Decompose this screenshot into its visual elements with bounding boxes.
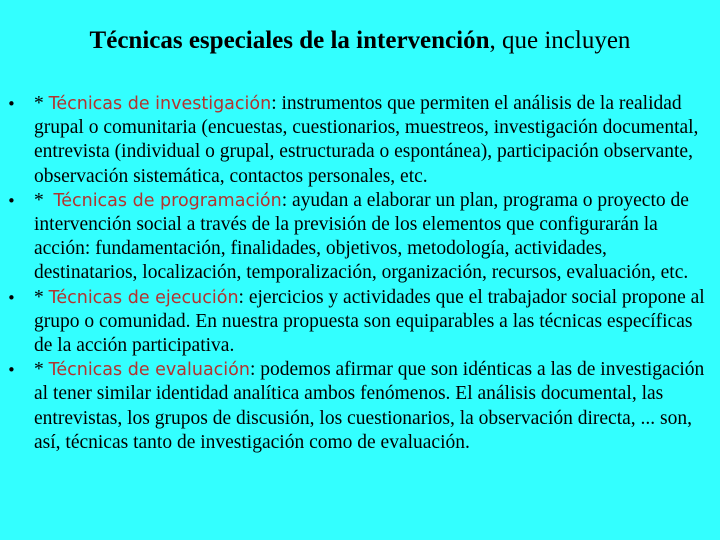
bullet-dot-icon: • (7, 95, 16, 113)
slide-title-rest: , que incluyen (489, 27, 631, 54)
bullet-item-programacion (0, 189, 720, 286)
bullet-dot-icon: • (7, 191, 16, 210)
bullet-item-evaluacion (0, 358, 720, 455)
bullet-prefix: * (34, 189, 54, 211)
bullet-list (0, 92, 720, 455)
bullet-term: Técnicas de programación (53, 190, 282, 211)
bullet-item-ejecucion (0, 286, 720, 359)
bullet-text: : ayudan a elaborar un plan, programa o proyecto de intervención social a través de la previsión de los elementos que configurarán la acción: fundamentación, finalidades, objetivos, metodología, actividades, destinatarios, localización, temporalización, organización, recursos, evaluación, etc. (34, 189, 689, 284)
bullet-text: : instrumentos que permiten el análisis de la realidad grupal o comunitaria (encuestas, cuestionarios, muestreos, investigación documental, entrevista (individual o grupal, estructurada o espontánea), participación observante, observación sistemática, contactos personales, etc. (34, 93, 699, 187)
bullet-text: : ejercicios y actividades que el trabajador social propone al grupo o comunidad. En nuestra propuesta son equiparables a las técnicas específicas de la acción participativa. (34, 286, 705, 357)
bullet-dot-icon: • (7, 361, 16, 380)
slide-title (0, 24, 720, 58)
bullet-prefix: * (34, 93, 49, 114)
bullet-text: : podemos afirmar que son idénticas a las de investigación al tener similar identidad analítica ambos fenómenos. El análisis documental, las entrevistas, los grupos de discusión, los cuestionarios, la observación directa, ... son, así, técnicas tanto de investigación como de evaluación. (34, 359, 705, 453)
slide-title-bold: Técnicas especiales de la intervención (89, 27, 490, 54)
bullet-term: Técnicas de investigación (48, 94, 272, 114)
bullet-item-investigacion (0, 92, 720, 189)
bullet-prefix: * (34, 359, 49, 381)
bullet-dot-icon: • (7, 288, 16, 307)
bullet-prefix: * (34, 286, 49, 308)
bullet-term: Técnicas de evaluación (48, 360, 250, 381)
bullet-term: Técnicas de ejecución (48, 287, 239, 308)
